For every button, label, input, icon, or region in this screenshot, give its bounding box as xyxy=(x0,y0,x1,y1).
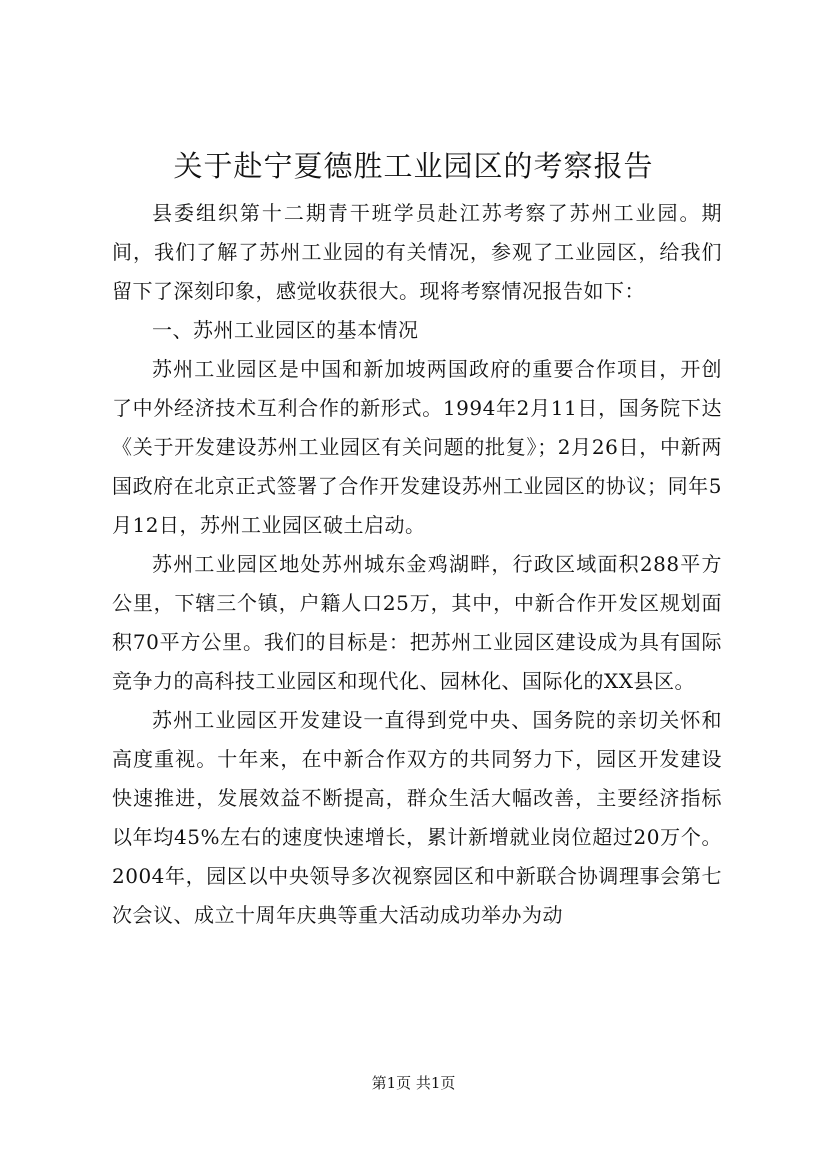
document-body xyxy=(112,194,722,935)
paragraph-development: 苏州工业园区开发建设一直得到党中央、国务院的亲切关怀和高度重视。十年来，在中新合作双方的共同努力下，园区开发建设快速推进，发展效益不断提高，群众生活大幅改善，主要经济指标以年均45%左右的速度快速增长，累计新增就业岗位超过20万个。2004年，园区以中央领导多次视察园区和中新联合协调理事会第七次会议、成立十周年庆典等重大活动成功举办为动 xyxy=(112,708,722,927)
document-title: 关于赴宁夏德胜工业园区的考察报告 xyxy=(173,149,654,183)
section-heading: 一、苏州工业园区的基本情况 xyxy=(152,318,419,342)
paragraph-intro: 县委组织第十二期青干班学员赴江苏考察了苏州工业园。期间，我们了解了苏州工业园的有关情况，参观了工业园区，给我们留下了深刻印象，感觉收获很大。现将考察情况报告如下： xyxy=(112,201,722,303)
paragraph-location: 苏州工业园区地处苏州城东金鸡湖畔，行政区域面积288平方公里，下辖三个镇，户籍人口25万，其中，中新合作开发区规划面积70平方公里。我们的目标是：把苏州工业园区建设成为具有国际竞争力的高科技工业园区和现代化、园林化、国际化的XX县区。 xyxy=(112,552,722,693)
page-footer: 第1页 共1页 xyxy=(371,1074,456,1092)
paragraph-overview: 苏州工业园区是中国和新加坡两国政府的重要合作项目，开创了中外经济技术互利合作的新形式。1994年2月11日，国务院下达《关于开发建设苏州工业园区有关问题的批复》；2月26日，中新两国政府在北京正式签署了合作开发建设苏州工业园区的协议；同年5月12日，苏州工业园区破土启动。 xyxy=(112,357,722,537)
